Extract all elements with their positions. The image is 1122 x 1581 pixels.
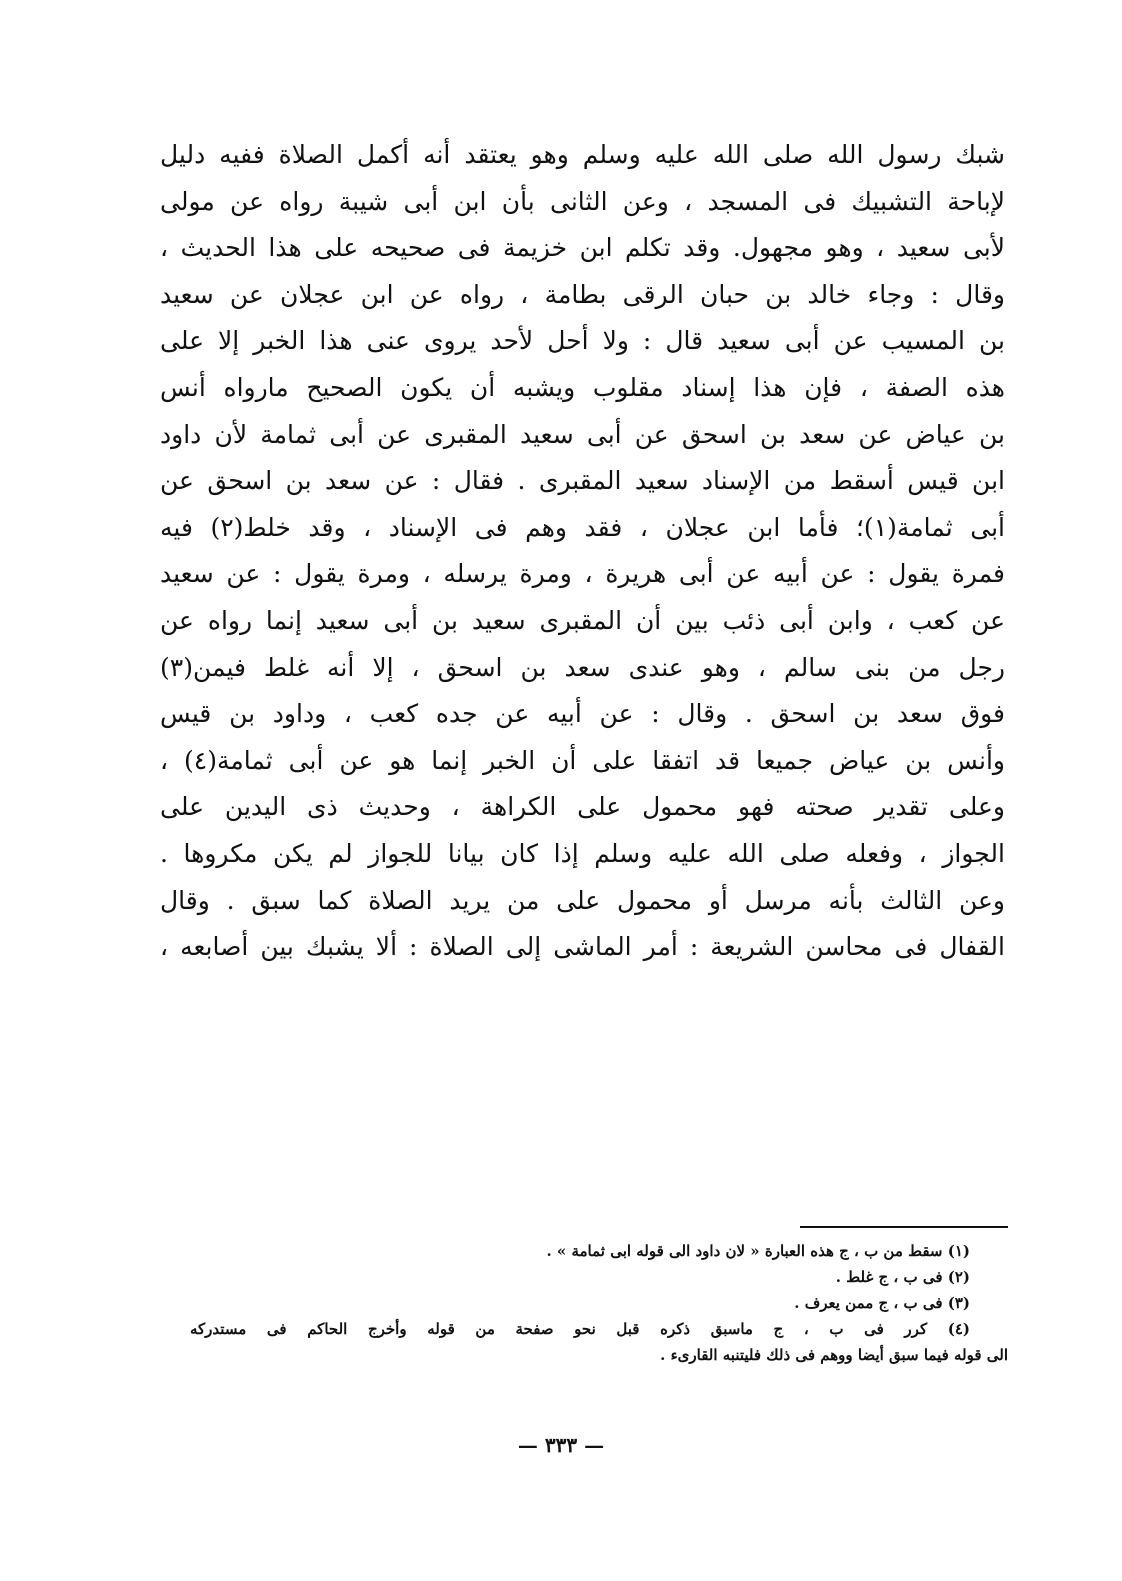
text-line: وقال : وجاء خالد بن حبان الرقى بطامة ، رواه عن ابن عجلان عن سعيد bbox=[160, 279, 1005, 309]
text-line: رجل من بنى سالم ، وهو عندى سعد بن اسحق ، إلا أنه غلط فيمن(٣) bbox=[160, 652, 1005, 682]
text-line: بن عياض عن سعد بن اسحق عن أبى سعيد المقبرى عن أبى ثمامة لأن داود bbox=[160, 419, 1005, 449]
text-line: وعن الثالث بأنه مرسل أو محمول على من يريد الصلاة كما سبق . وقال bbox=[160, 885, 1005, 915]
footnotes-block bbox=[190, 1238, 1008, 1368]
footnote-4-continuation: الى قوله فيما سبق أيضا ووهم فى ذلك فليتنبه القارىء . bbox=[660, 1346, 1008, 1364]
text-line: وعلى تقدير صحته فهو محمول على الكراهة ، وحديث ذى اليدين على bbox=[160, 792, 1005, 822]
main-text-block bbox=[160, 132, 1005, 971]
footnote-2: (٢) فى ب ، ج غلط . bbox=[835, 1268, 970, 1286]
text-line: لإباحة التشبيك فى المسجد ، وعن الثانى بأن ابن أبى شيبة رواه عن مولى bbox=[160, 186, 1005, 216]
text-line: وأنس بن عياض جميعا قد اتفقا على أن الخبر إنما هو عن أبى ثمامة(٤) ، bbox=[160, 745, 1005, 775]
footnote-3: (٣) فى ب ، ج ممن يعرف . bbox=[794, 1294, 970, 1312]
text-line: أبى ثمامة(١)؛ فأما ابن عجلان ، فقد وهم فى الإسناد ، وقد خلط(٢) فيه bbox=[160, 512, 1005, 542]
text-line: هذه الصفة ، فإن هذا إسناد مقلوب ويشبه أن يكون الصحيح مارواه أنس bbox=[160, 372, 1005, 402]
text-line: بن المسيب عن أبى سعيد قال : ولا أحل لأحد يروى عنى هذا الخبر إلا على bbox=[160, 326, 1005, 356]
text-line: عن كعب ، وابن أبى ذئب بين أن المقبرى سعيد بن أبى سعيد إنما رواه عن bbox=[160, 605, 1005, 635]
text-line: الجواز ، وفعله صلى الله عليه وسلم إذا كان بيانا للجواز لم يكن مكروها . bbox=[160, 838, 1005, 868]
text-line: شبك رسول الله صلى الله عليه وسلم وهو يعتقد أنه أكمل الصلاة ففيه دليل bbox=[160, 140, 1005, 169]
footnote-1: (١) سقط من ب ، ج هذه العبارة « لان داود الى قوله ابى ثمامة » . bbox=[546, 1242, 970, 1260]
page-number: — ٣٣٣ — bbox=[517, 1433, 605, 1457]
text-line: فوق سعد بن اسحق . وقال : عن أبيه عن جده كعب ، وداود بن قيس bbox=[160, 699, 1005, 729]
text-line: لأبى سعيد ، وهو مجهول. وقد تكلم ابن خزيمة فى صحيحه على هذا الحديث ، bbox=[160, 233, 1005, 263]
text-line: فمرة يقول : عن أبيه عن أبى هريرة ، ومرة يرسله ، ومرة يقول : عن سعيد bbox=[160, 559, 1005, 589]
footnote-4: (٤) كرر فى ب ، ج ماسبق ذكره قبل نحو صفحة من قوله وأخرج الحاكم فى مستدركه bbox=[190, 1320, 970, 1338]
footnote-divider bbox=[800, 1226, 1008, 1228]
text-line: القفال فى محاسن الشريعة : أمر الماشى إلى الصلاة : ألا يشبك بين أصابعه ، bbox=[160, 932, 1005, 962]
text-line: ابن قيس أسقط من الإسناد سعيد المقبرى . فقال : عن سعد بن اسحق عن bbox=[160, 466, 1005, 496]
